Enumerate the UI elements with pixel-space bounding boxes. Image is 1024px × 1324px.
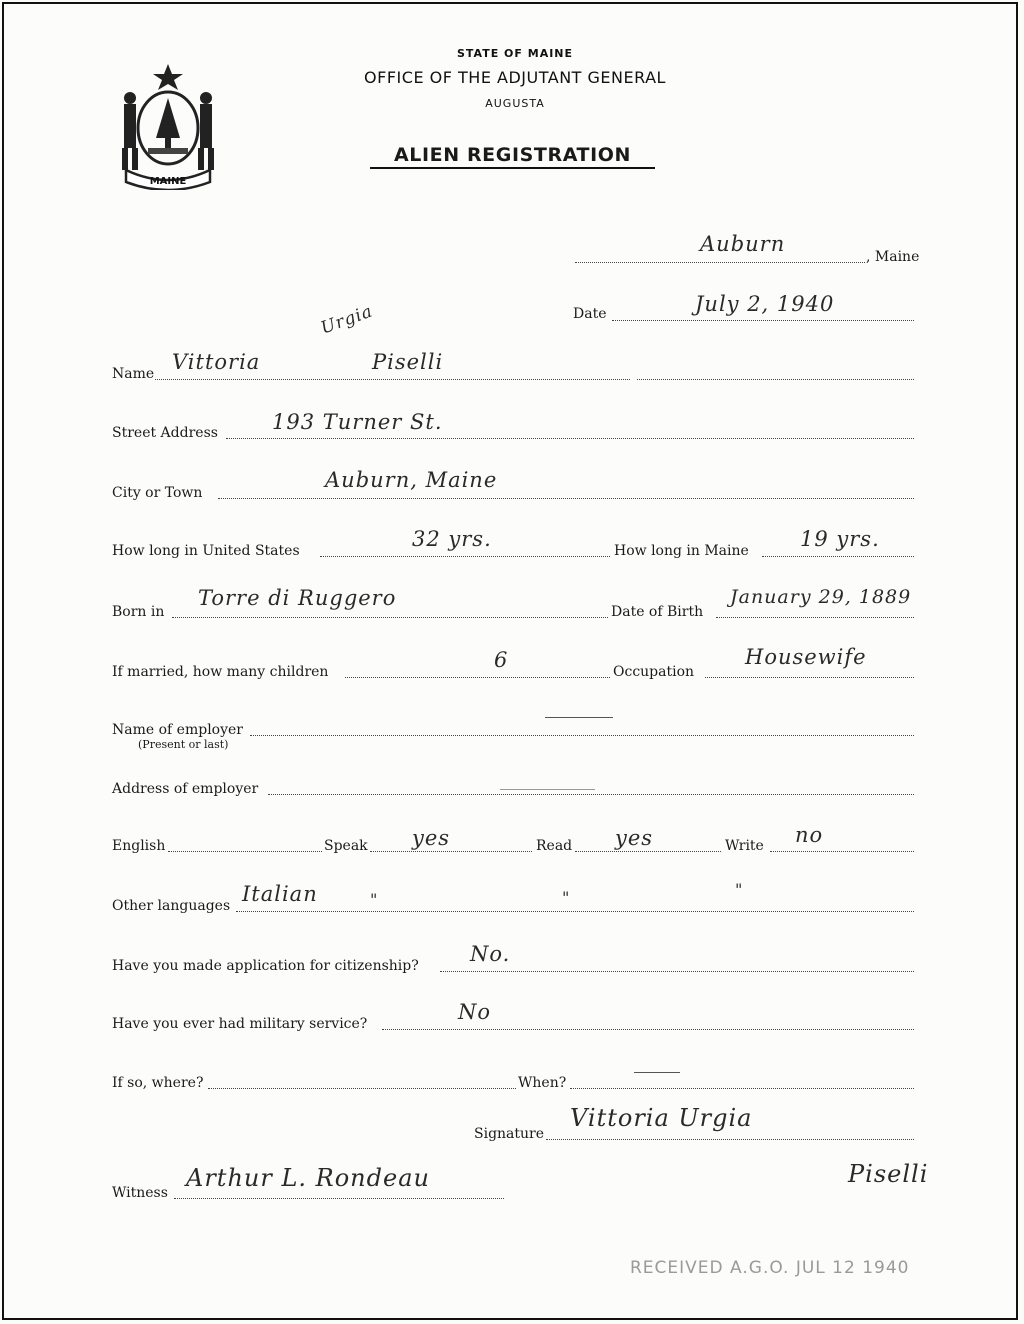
read-value: yes xyxy=(615,826,654,850)
ditto-mark-3: " xyxy=(735,880,744,899)
us-duration-line xyxy=(320,556,610,557)
employer-sublabel: (Present or last) xyxy=(138,738,229,751)
other-lang-line xyxy=(236,911,914,912)
name-line-2 xyxy=(637,379,914,380)
maine-duration-label: How long in Maine xyxy=(614,543,749,559)
street-label: Street Address xyxy=(112,425,218,441)
date-label: Date xyxy=(573,306,607,322)
place-value: Auburn xyxy=(700,232,786,256)
witness-label: Witness xyxy=(112,1185,168,1201)
name-line-1 xyxy=(155,379,630,380)
svg-text:MAINE: MAINE xyxy=(149,176,187,187)
signature-value-2: Piselli xyxy=(848,1160,929,1188)
name-first-value: Vittoria xyxy=(172,350,261,374)
form-title: ALIEN REGISTRATION xyxy=(370,144,655,169)
occupation-value: Housewife xyxy=(745,645,867,669)
other-lang-label: Other languages xyxy=(112,898,231,914)
place-suffix: , Maine xyxy=(866,249,920,265)
children-line xyxy=(345,677,610,678)
born-line xyxy=(172,617,608,618)
city-value: Auburn, Maine xyxy=(325,468,498,492)
ditto-mark-2: " xyxy=(562,888,571,907)
employer-address-label: Address of employer xyxy=(112,781,259,797)
employer-address-line xyxy=(268,794,914,795)
other-lang-value: Italian xyxy=(242,882,318,906)
signature-line xyxy=(546,1139,914,1140)
occupation-line xyxy=(705,677,914,678)
dob-line xyxy=(716,617,914,618)
employer-dash xyxy=(545,717,613,718)
office-heading: OFFICE OF THE ADJUTANT GENERAL xyxy=(364,68,666,87)
date-line xyxy=(612,320,914,321)
city-line xyxy=(218,498,914,499)
citizenship-line xyxy=(440,971,914,972)
witness-value: Arthur L. Rondeau xyxy=(186,1164,430,1192)
speak-line xyxy=(370,851,532,852)
signature-label: Signature xyxy=(474,1126,545,1142)
english-line xyxy=(168,851,322,852)
born-value: Torre di Ruggero xyxy=(198,586,397,610)
military-label: Have you ever had military service? xyxy=(112,1016,368,1032)
state-heading: STATE OF MAINE xyxy=(456,47,574,60)
children-label: If married, how many children xyxy=(112,664,329,680)
read-label: Read xyxy=(536,838,573,854)
when-dash xyxy=(634,1072,680,1073)
born-label: Born in xyxy=(112,604,165,620)
name-middle-value: Urgia xyxy=(318,301,376,339)
read-line xyxy=(575,851,721,852)
maine-duration-value: 19 yrs. xyxy=(800,527,880,551)
place-line xyxy=(575,262,865,263)
received-stamp: RECEIVED A.G.O. JUL 12 1940 xyxy=(630,1258,910,1278)
when-label: When? xyxy=(518,1075,567,1091)
witness-line xyxy=(174,1198,504,1199)
name-last-value: Piselli xyxy=(372,350,444,374)
ditto-mark-1: " xyxy=(370,890,379,909)
citizenship-value: No. xyxy=(470,942,511,966)
date-value: July 2, 1940 xyxy=(695,292,835,316)
write-line xyxy=(770,851,914,852)
speak-value: yes xyxy=(412,826,451,850)
children-value: 6 xyxy=(494,648,509,672)
dob-label: Date of Birth xyxy=(611,604,704,620)
citizenship-label: Have you made application for citizenship? xyxy=(112,958,419,974)
when-line xyxy=(570,1088,914,1089)
military-value: No xyxy=(458,1000,492,1024)
us-duration-label: How long in United States xyxy=(112,543,300,559)
write-value: no xyxy=(795,823,824,847)
write-label: Write xyxy=(725,838,764,854)
employer-line xyxy=(250,735,914,736)
speak-label: Speak xyxy=(324,838,368,854)
city-label: City or Town xyxy=(112,485,203,501)
occupation-label: Occupation xyxy=(613,664,695,680)
street-value: 193 Turner St. xyxy=(272,410,443,434)
english-label: English xyxy=(112,838,166,854)
us-duration-value: 32 yrs. xyxy=(412,527,492,551)
dob-value: January 29, 1889 xyxy=(730,586,912,608)
maine-duration-line xyxy=(762,556,914,557)
where-line xyxy=(208,1088,516,1089)
signature-value: Vittoria Urgia xyxy=(570,1104,753,1132)
military-line xyxy=(382,1029,914,1030)
employer-label: Name of employer xyxy=(112,722,243,738)
where-label: If so, where? xyxy=(112,1075,204,1091)
street-line xyxy=(226,438,914,439)
name-label: Name xyxy=(112,366,155,382)
city-heading: AUGUSTA xyxy=(485,97,545,110)
maine-state-seal-icon xyxy=(112,58,224,190)
employer-address-dash xyxy=(500,789,595,790)
